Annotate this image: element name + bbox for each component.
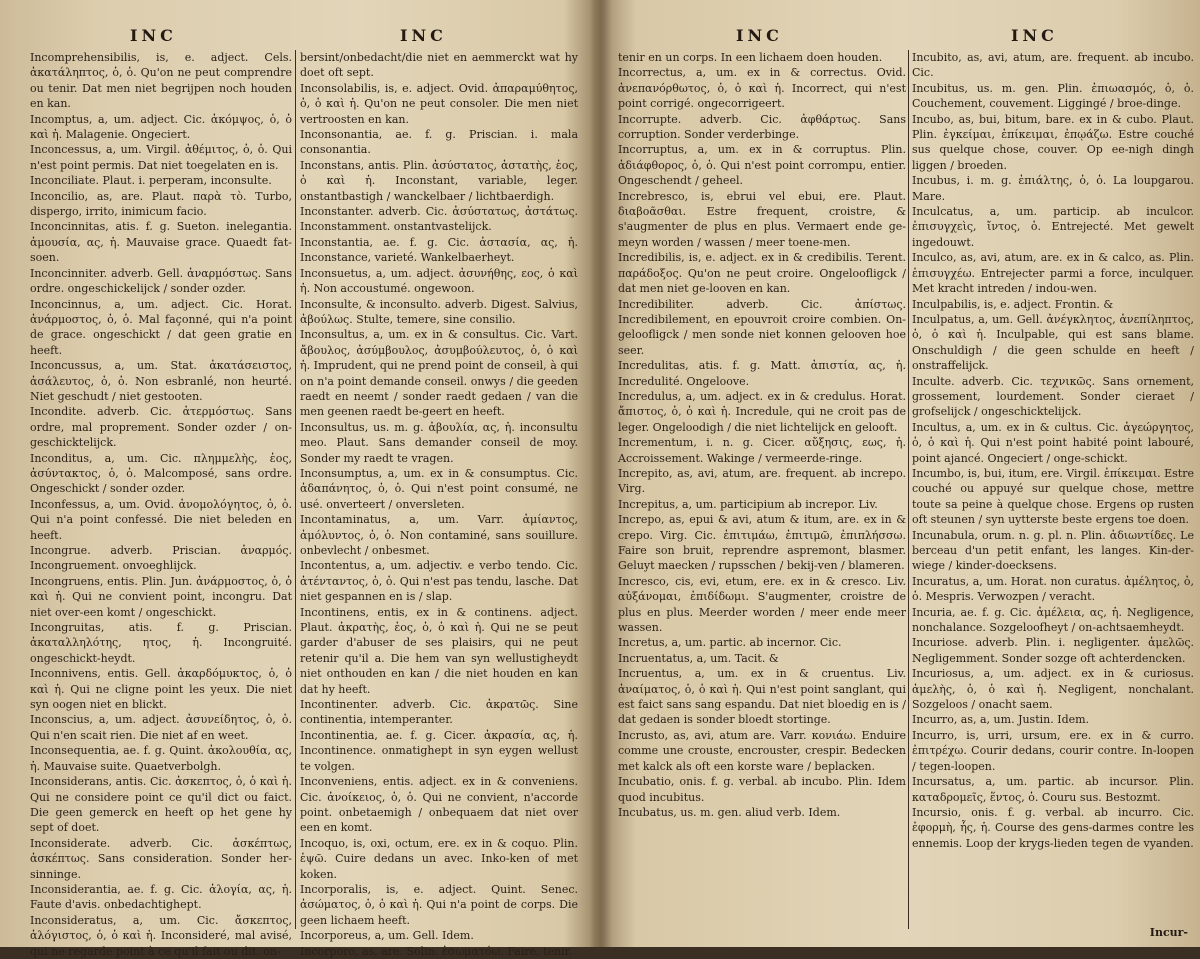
dictionary-entry: Inconsideratus, a, um. Cic. ἄσκεπτος, ἀλόγιστος, ὁ, ὁ καὶ ἡ. Inconsideré, mal avisé, qui ne regarde point à ce qu'il fait ou dit. on- [30,913,292,958]
dictionary-entry: Increbresco, is, ebrui vel ebui, ere. Plaut. διαβοᾶσθαι. Estre frequent, croistre, & s'augmenter de plus en plus. Vermaert ende ge-meyn worden / wassen / meer toene-men. [618,189,906,249]
dictionary-entry: Incondite. adverb. Cic. ἀτερμόστως. Sans ordre, mal proprement. Sonder ozder / on-geschicktelijck. [30,405,292,450]
dictionary-entry: Incorruptus, a, um. ex in & corruptus. Plin. ἀδιάφθορος, ὁ, ὁ. Qui n'est point corrompu, entier. Ongeschendt / geheel. [618,143,906,188]
dictionary-entry: Incursatus, a, um. partic. ab incursor. Plin. καταδρομεῖς, ἕντος, ὁ. Couru sus. Bestozmt. [912,775,1194,804]
running-head-right: INC [736,26,783,45]
dictionary-entry: Inconveniens, entis. adject. ex in & conveniens. Cic. ἀνοίκειος, ὁ, ὁ. Qui ne convient, n'accorde point. onbetaemigh / onbequaem dat niet over een en komt. [300,775,578,835]
dictionary-entry: Incontinentia, ae. f. g. Cicer. ἀκρασία, ας, ἡ. Incontinence. onmatighept in syn eygen wellust te volgen. [300,728,578,773]
dictionary-entry: tenir en un corps. In een lichaem doen houden. [618,51,883,64]
dictionary-entry: Incunabula, orum. n. g. pl. n. Plin. ἀδιωντίδες. Le berceau d'un petit enfant, les langes. Kin-der-wiege / kinder-doecksens. [912,528,1194,573]
dictionary-entry: Inconcilio, as, are. Plaut. παρὰ τὸ. Turbo, dispergo, irrito, inimicum facio. [30,189,292,219]
dictionary-entry: Incubus, i. m. g. ἐπιάλτης, ὁ, ὁ. La loupgarou. Mare. [912,174,1194,203]
dictionary-entry: Inconfessus, a, um. Ovid. ἀνομολόγητος, ὁ, ὁ. Qui n'a point confessé. Die niet beleden en heeft. [30,497,292,542]
dictionary-entry: Incontaminatus, a, um. Varr. ἀμίαντος, ἀμόλυντος, ὁ, ὁ. Non contaminé, sans souillure. onbevlecht / onbesmet. [300,513,578,557]
dictionary-entry: Incoquo, is, oxi, octum, ere. ex in & coquo. Plin. ἑψῶ. Cuire dedans un avec. Inko-ken of met koken. [300,836,578,881]
left-column-1 [30,50,292,958]
dictionary-entry: Incuratus, a, um. Horat. non curatus. ἀμέλητος, ὁ, ὁ. Mespris. Verwozpen / veracht. [912,574,1194,604]
dictionary-entry: Inculcatus, a, um. particip. ab inculcor. ἐπισυγχεὶς, ἴντος, ὁ. Entrejecté. Met gewelt ingedouwt. [912,205,1194,249]
dictionary-entry: Incomprehensibilis, is, e. adject. Cels. ἀκατάληπτος, ὁ, ὁ. Qu'on ne peut comprendre ou tenir. Dat men niet begrijpen noch houden en kan. [30,51,292,111]
dictionary-entry: Inconsulte, & inconsulto. adverb. Digest. Salvius, ἀβούλως. Stulte, temere, sine consilio. [300,297,578,326]
dictionary-entry: Inconscius, a, um. adject. ἀσυνείδητος, ὁ, ὁ. Qui n'en scait rien. Die niet af en weet. [30,713,292,742]
dictionary-entry: Incuriose. adverb. Plin. i. negligenter. ἀμελῶς. Negligemment. Sonder sozge oft achterdencken. [912,636,1194,665]
dictionary-entry: Incretus, a, um. partic. ab incernor. Cic. [618,636,842,650]
dictionary-entry: Incorporalis, is, e. adject. Quint. Senec. ἀσώματος, ὁ, ὁ καὶ ἡ. Qui n'a point de corps. Die geen lichaem heeft. [300,882,578,927]
left-page [0,0,594,958]
dictionary-entry: Incredulitas, atis. f. g. Matt. ἀπιστία, ας, ἡ. Incredulité. Ongeloove. [618,359,906,388]
dictionary-entry: Inculco, as, avi, atum, are. ex in & calco, as. Plin. ἐπισυγχέω. Entrejecter parmi a force, inculquer. Met kracht intreden / indou-wen. [912,251,1194,296]
catchword: Incur- [1149,926,1188,939]
column-rule-left [295,50,296,929]
running-head-left-col2: INC [400,26,447,45]
dictionary-entry: Inconcinnitas, atis. f. g. Sueton. inelegantia. ἀμουσία, ας, ἡ. Mauvaise grace. Quaedt fat-soen. [30,220,292,265]
dictionary-entry: Inconstanter. adverb. Cic. ἀσύστατως, ἀστάτως. Inconstamment. onstantvastelijck. [300,205,578,234]
running-head-right-col2: INC [1011,26,1058,45]
dictionary-entry: Inconcessus, a, um. Virgil. ἀθέμιτος, ὁ, ὁ. Qui n'est point permis. Dat niet toegelaten en is. [30,143,292,172]
dictionary-entry: Incontentus, a, um. adjectiv. e verbo tendo. Cic. ἀτένταντος, ὁ, ὁ. Qui n'est pas tendu, lasche. Dat niet gespannen en is / slap. [300,559,578,604]
dictionary-entry: Increpo, as, epui & avi, atum & itum, are. ex in & crepo. Virg. Cic. ἐπιτιμάω, ἐπιτιμῶ, ἐπιπλήσσω. Faire son bruit, reprendre aspremont, blasmer. Geluyt maecken / rupsschen / bekij-ven / blameren. [618,513,906,573]
dictionary-entry: Incruentatus, a, um. Tacit. & [618,651,779,665]
dictionary-entry: Incredibilis, is, e. adject. ex in & credibilis. Terent. παράδοξος. Qu'on ne peut croire. Ongeloofligck / dat men niet ge-looven en kan. [618,251,906,296]
dictionary-entry: Inconstantia, ae. f. g. Cic. ἀστασία, ας, ἡ. Inconstance, varieté. Wankelbaerheyt. [300,235,578,265]
dictionary-entry: Incorporeus, a, um. Gell. Idem. [300,929,474,943]
dictionary-entry: Inconsumptus, a, um. ex in & consumptus. Cic. ἀδαπάνητος, ὁ, ὁ. Qui n'est point consumé, ne usé. onverteert / onversleten. [300,466,578,511]
dictionary-entry: Incongrue. adverb. Priscian. ἀναρμός. Incongruement. onvoeghlijck. [30,544,292,573]
dictionary-entry: Incongruitas, atis. f. g. Priscian. ἀκαταλληλότης, ητος, ἡ. Incongruité. ongeschickt-heydt. [30,621,292,665]
dictionary-entry: Increpitus, a, um. participium ab increpor. Liv. [618,497,878,511]
dictionary-entry: Inconsiderate. adverb. Cic. ἀσκέπτως, ἀσκέπτως. Sans consideration. Sonder her-sinninge. [30,836,292,881]
dictionary-entry: Incurro, as, a, um. Justin. Idem. [912,713,1090,727]
dictionary-entry: Incomptus, a, um. adject. Cic. ἀκόμψος, ὁ, ὁ καὶ ἡ. Malagenie. Ongeciert. [30,112,292,142]
running-head-left: INC [130,26,177,45]
dictionary-entry: Incuria, ae. f. g. Cic. ἀμέλεια, ας, ἡ. Negligence, nonchalance. Sozgeloofheyt / on-achtsaemheydt. [912,605,1194,635]
column-rule-right [908,50,909,929]
dictionary-entry: Incubo, as, bui, bitum, bare. ex in & cubo. Plaut. Plin. ἐγκείμαι, ἐπίκειμαι, ἐπῳάζω. Estre couché sus quelque chose, couver. Op ee-nigh dingh liggen / broeden. [912,112,1194,172]
dictionary-entry: Incredulus, a, um. adject. ex in & credulus. Horat. ἄπιστος, ὁ, ὁ καὶ ἡ. Incredule, qui ne croit pas de leger. Ongeloodigh / die niet lichtelijck en gelooft. [618,389,906,434]
dictionary-entry: Inconcinnus, a, um. adject. Cic. Horat. ἀνάρμοστος, ὁ, ὁ. Mal façonné, qui n'a point de grace. ongeschickt / dat geen gratie en heeft. [30,297,292,357]
dictionary-entry: Inconstans, antis. Plin. ἀσύστατος, ἀστατὴς, ἑος, ὁ καὶ ἡ. Inconstant, variable, leger. onstantbastigh / wanckelbaer / lichtbaerdigh. [300,158,578,203]
dictionary-entry: Inconsequentia, ae. f. g. Quint. ἀκολουθία, ας, ἡ. Mauvaise suite. Quaetverbolgh. [30,744,292,773]
dictionary-entry: Incorporo, as, are. Solin. ἐσωματόω. Faire, tenir. [300,944,573,958]
dictionary-entry: Incorrupte. adverb. Cic. ἀφθάρτως. Sans corruption. Sonder verderbinge. [618,112,906,142]
dictionary-entry: Inculpabilis, is, e. adject. Frontin. & [912,297,1114,311]
dictionary-entry: Inconcinniter. adverb. Gell. ἀναρμόστως. Sans ordre. ongeschickelijck / sonder ozder. [30,266,292,296]
dictionary-entry: Incuriosus, a, um. adject. ex in & curiosus. ἀμελὴς, ὁ, ὁ καὶ ἡ. Negligent, nonchalant. Sozgeloos / onacht saem. [912,667,1194,712]
right-column-1 [618,50,906,929]
dictionary-entry: Incumbo, is, bui, itum, ere. Virgil. ἐπίκειμαι. Estre couché ou appuyé sur quelque chose, mettre toute sa peine à quelque chose. Ergens op rusten oft steunen / syn uytterste beste ergens toe doen. [912,466,1194,527]
dictionary-entry: Incubatio, onis. f. g. verbal. ab incubo. Plin. Idem quod incubitus. [618,775,906,804]
dictionary-entry: Inconcussus, a, um. Stat. ἀκατάσειστος, ἀσάλευτος, ὁ, ὁ. Non esbranlé, non heurté. Niet geschudt / niet gestooten. [30,359,292,403]
dictionary-entry: Incrementum, i. n. g. Cicer. αὔξησις, εως, ἡ. Accroissement. Wakinge / vermeerde-ringe. [618,436,906,465]
dictionary-entry: Inculpatus, a, um. Gell. ἀνέγκλητος, ἀνεπίληπτος, ὁ, ὁ καὶ ἡ. Inculpable, qui est sans blame. Onschuldigh / die geen schulde en heeft / onstraffelijck. [912,312,1194,373]
dictionary-entry: Incubito, as, avi, atum, are. frequent. ab incubo. Cic. [912,51,1194,80]
dictionary-entry: Inconsuetus, a, um. adject. ἀσυνήθης, εος, ὁ καὶ ἡ. Non accoustumé. ongewoon. [300,266,578,296]
dictionary-entry: Inculte. adverb. Cic. τεχνικῶς. Sans ornement, grossement, lourdement. Sonder cieraet / grofselijck / ongeschicktelijck. [912,374,1194,419]
dictionary-entry: Incubitus, us. m. gen. Plin. ἐπιωασμός, ὁ, ὁ. Couchement, couvement. Liggingé / broe-dinge. [912,81,1194,111]
dictionary-entry: Incultus, a, um. ex in & cultus. Cic. ἀγεώργητος, ὁ, ὁ καὶ ἡ. Qui n'est point habité point labouré, point ajancé. Ongeciert / onge-schickt. [912,420,1194,465]
right-page [606,0,1200,947]
dictionary-entry: Incongruens, entis. Plin. Jun. ἀνάρμοστος, ὁ, ὁ καὶ ἡ. Qui ne convient point, incongru. Dat niet over-een komt / ongeschickt. [30,574,292,619]
dictionary-entry: Incorrectus, a, um. ex in & correctus. Ovid. ἀνεπανόρθωτος, ὁ, ὁ καὶ ἡ. Incorrect, qui n'est point corrigé. ongecorrigeert. [618,66,906,111]
dictionary-entry: bersint/onbedacht/die niet en aemmerckt wat hy doet oft sept. [300,51,578,80]
dictionary-entry: Incubatus, us. m. gen. aliud verb. Idem. [618,805,841,819]
dictionary-entry: Incursio, onis. f. g. verbal. ab incurro. Cic. ἐφορμὴ, ἧς, ἡ. Course des gens-darmes contre les ennemis. Loop der krygs-lieden tegen de vyanden. [912,805,1194,850]
dictionary-entry: Inconsolabilis, is, e. adject. Ovid. ἀπαραμύθητος, ὁ, ὁ καὶ ἡ. Qu'on ne peut consoler. Die men niet vertroosten en kan. [300,81,578,126]
dictionary-entry: Incrusto, as, avi, atum are. Varr. κονιάω. Enduire comme une crouste, encrouster, crespir. Bedecken met kalck als oft een korste ware / beplacken. [618,728,906,773]
left-column-2 [300,50,578,958]
dictionary-entry: Incruentus, a, um. ex in & cruentus. Liv. ἀναίματος, ὁ, ὁ καὶ ἡ. Qui n'est point sanglant, qui est faict sans sang espandu. Dat niet bloedig en is / dat gedaen is sonder bloedt stortinge. [618,667,906,727]
dictionary-entry: Inconsiderans, antis. Cic. ἀσκεπτος, ὁ, ὁ καὶ ἡ. Qui ne considere point ce qu'il dict ou faict. Die geen gemerck en heeft op het gene hy sept of doet. [30,775,292,835]
dictionary-entry: Inconsultus, us. m. g. ἀβουλία, ας, ἡ. inconsultu meo. Plaut. Sans demander conseil de moy. Sonder my raedt te vragen. [300,420,578,465]
dictionary-entry: Inconditus, a, um. Cic. πλημμελὴς, ἑος, ἀσύντακτος, ὁ, ὁ. Malcomposé, sans ordre. Ongeschickt / sonder ozder. [30,451,292,496]
dictionary-entry: Inconnivens, entis. Gell. ἀκαρδόμυκτος, ὁ, ὁ καὶ ἡ. Qui ne cligne point les yeux. Die niet syn oogen niet en blickt. [30,667,292,712]
dictionary-entry: Inconsultus, a, um. ex in & consultus. Cic. Vart. ἄβουλος, ἀσύμβουλος, ἀσυμβούλευτος, ὁ, ὁ καὶ ἡ. Imprudent, qui ne prend point de conseil, à qui on n'a point demande conseil. onwys / die geeden raedt en neemt / sonder raedt gedaen / van die men geenen raedt be-geert en heeft. [300,328,578,419]
dictionary-entry: Inconciliate. Plaut. i. perperam, inconsulte. [30,174,272,188]
dictionary-entry: Inconsiderantia, ae. f. g. Cic. ἀλογία, ας, ἡ. Faute d'avis. onbedachtighept. [30,882,292,912]
dictionary-entry: Incontinenter. adverb. Cic. ἀκρατῶς. Sine continentia, intemperanter. [300,698,578,727]
dictionary-entry: Incurro, is, urri, ursum, ere. ex in & curro. ἐπιτρέχω. Courir dedans, courir contre. In-loopen / tegen-loopen. [912,728,1194,773]
dictionary-entry: Incredibiliter. adverb. Cic. ἀπίστως. Incredibilement, en epouvroit croire combien. On-geloofligck / men sonde niet konnen gelooven hoe seer. [618,297,906,357]
right-column-2 [912,50,1194,929]
dictionary-entry: Increpito, as, avi, atum, are. frequent. ab increpo. Virg. [618,466,906,496]
dictionary-entry: Incresco, cis, evi, etum, ere. ex in & cresco. Liv. αὐξάνομαι, ἐπιδίδωμι. S'augmenter, croistre de plus en plus. Meerder worden / meer ende meer wassen. [618,574,906,635]
dictionary-entry: Inconsonantia, ae. f. g. Priscian. i. mala consonantia. [300,128,578,157]
dictionary-entry: Incontinens, entis, ex in & continens. adject. Plaut. ἀκρατὴς, ἑος, ὁ, ὁ καὶ ἡ. Qui ne se peut garder d'abuser de ses plaisirs, qui ne peut retenir qu'il a. Die hem van syn wellustigheydt niet onthouden en kan / die niet houden en kan dat hy heeft. [300,605,578,696]
